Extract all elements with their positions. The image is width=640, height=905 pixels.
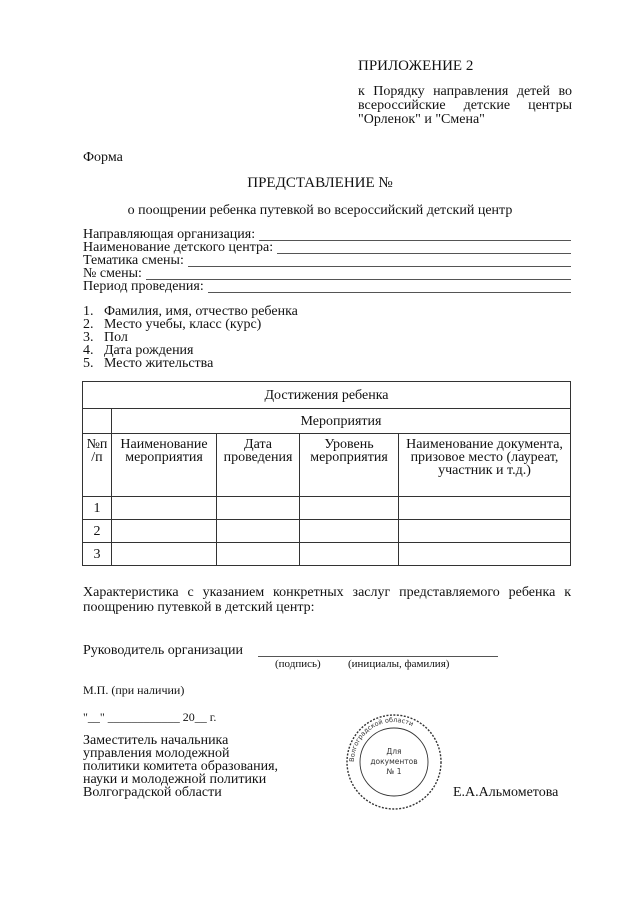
appendix-title: ПРИЛОЖЕНИЕ 2 [358, 58, 474, 74]
list-item: 2. Место учебы, класс (курс) [83, 317, 262, 332]
table-cell[interactable] [399, 497, 571, 520]
stamp-text-2: документов [370, 757, 418, 766]
sending-org-line[interactable] [259, 230, 571, 241]
document-subtitle: о поощрении ребенка путевкой во всероссийский детский центр [127, 203, 513, 218]
table-cell[interactable] [300, 497, 399, 520]
appendix-text: к Порядку направления детей во всероссийские детские центры "Орленок" и "Смена" [358, 84, 572, 127]
column-header-number: №п /п [83, 434, 112, 497]
table-cell[interactable] [217, 520, 300, 543]
header-fields [83, 228, 571, 293]
signature-line[interactable] [258, 656, 498, 657]
row-number: 1 [83, 497, 112, 520]
events-header: Мероприятия [112, 409, 571, 434]
table-cell[interactable] [217, 543, 300, 566]
period-field [83, 280, 571, 293]
table-cell[interactable] [112, 543, 217, 566]
table-row [83, 497, 571, 520]
list-item: 1. Фамилия, имя, отчество ребенка [83, 304, 298, 319]
period-label: Период проведения: [83, 279, 204, 294]
table-cell[interactable] [399, 520, 571, 543]
stamp-text-3: № 1 [386, 767, 402, 776]
deputy-name: Е.А.Альмометова [453, 785, 559, 800]
table-cell[interactable] [399, 543, 571, 566]
table-cell[interactable] [112, 497, 217, 520]
list-item: 5. Место жительства [83, 356, 214, 371]
row-number: 3 [83, 543, 112, 566]
signature-caption: (подпись) [275, 658, 321, 670]
column-header-document: Наименование документа, призовое место (лауреат, участник и т.д.) [399, 434, 571, 497]
column-header-date: Дата проведения [217, 434, 300, 497]
stamp-text-1: Для [386, 747, 402, 756]
document-title: ПРЕДСТАВЛЕНИЕ № [247, 175, 393, 191]
official-stamp-icon [344, 712, 444, 812]
shift-number-label: № смены: [83, 266, 142, 281]
table-row [83, 543, 571, 566]
shift-theme-line[interactable] [188, 256, 571, 267]
period-line[interactable] [208, 282, 571, 293]
table-cell[interactable] [300, 520, 399, 543]
table-row [83, 520, 571, 543]
date-line[interactable]: "__" ____________ 20__ г. [83, 710, 217, 724]
center-name-label: Наименование детского центра: [83, 240, 274, 255]
column-header-event-name: Наименование мероприятия [112, 434, 217, 497]
row-number: 2 [83, 520, 112, 543]
deputy-title: Заместитель начальника управления молодежной политики комитета образования, науки и молодежной политики Волгоградской области [83, 733, 279, 800]
shift-theme-label: Тематика смены: [83, 253, 184, 268]
list-item: 4. Дата рождения [83, 343, 194, 358]
shift-number-line[interactable] [146, 269, 571, 280]
sending-org-label: Направляющая организация: [83, 227, 256, 242]
table-cell[interactable] [300, 543, 399, 566]
stamp-ring-text: Волгоградской области [347, 715, 415, 763]
center-name-line[interactable] [277, 243, 571, 254]
shift-theme-field [83, 254, 571, 267]
achievements-table [82, 381, 571, 566]
child-info-list [83, 305, 298, 370]
head-of-organization-label: Руководитель организации [83, 643, 243, 658]
table-cell[interactable] [217, 497, 300, 520]
list-item: 3. Пол [83, 330, 128, 345]
column-header-level: Уровень мероприятия [300, 434, 399, 497]
name-caption: (инициалы, фамилия) [348, 658, 450, 670]
table-title: Достижения ребенка [83, 382, 571, 409]
seal-note: М.П. (при наличии) [83, 683, 185, 697]
table-cell[interactable] [112, 520, 217, 543]
form-label: Форма [83, 150, 123, 165]
characteristic-text: Характеристика с указанием конкретных заслуг представляемого ребенка к поощрению путевкой в детский центр: [83, 585, 571, 615]
table-corner-cell [83, 409, 112, 434]
